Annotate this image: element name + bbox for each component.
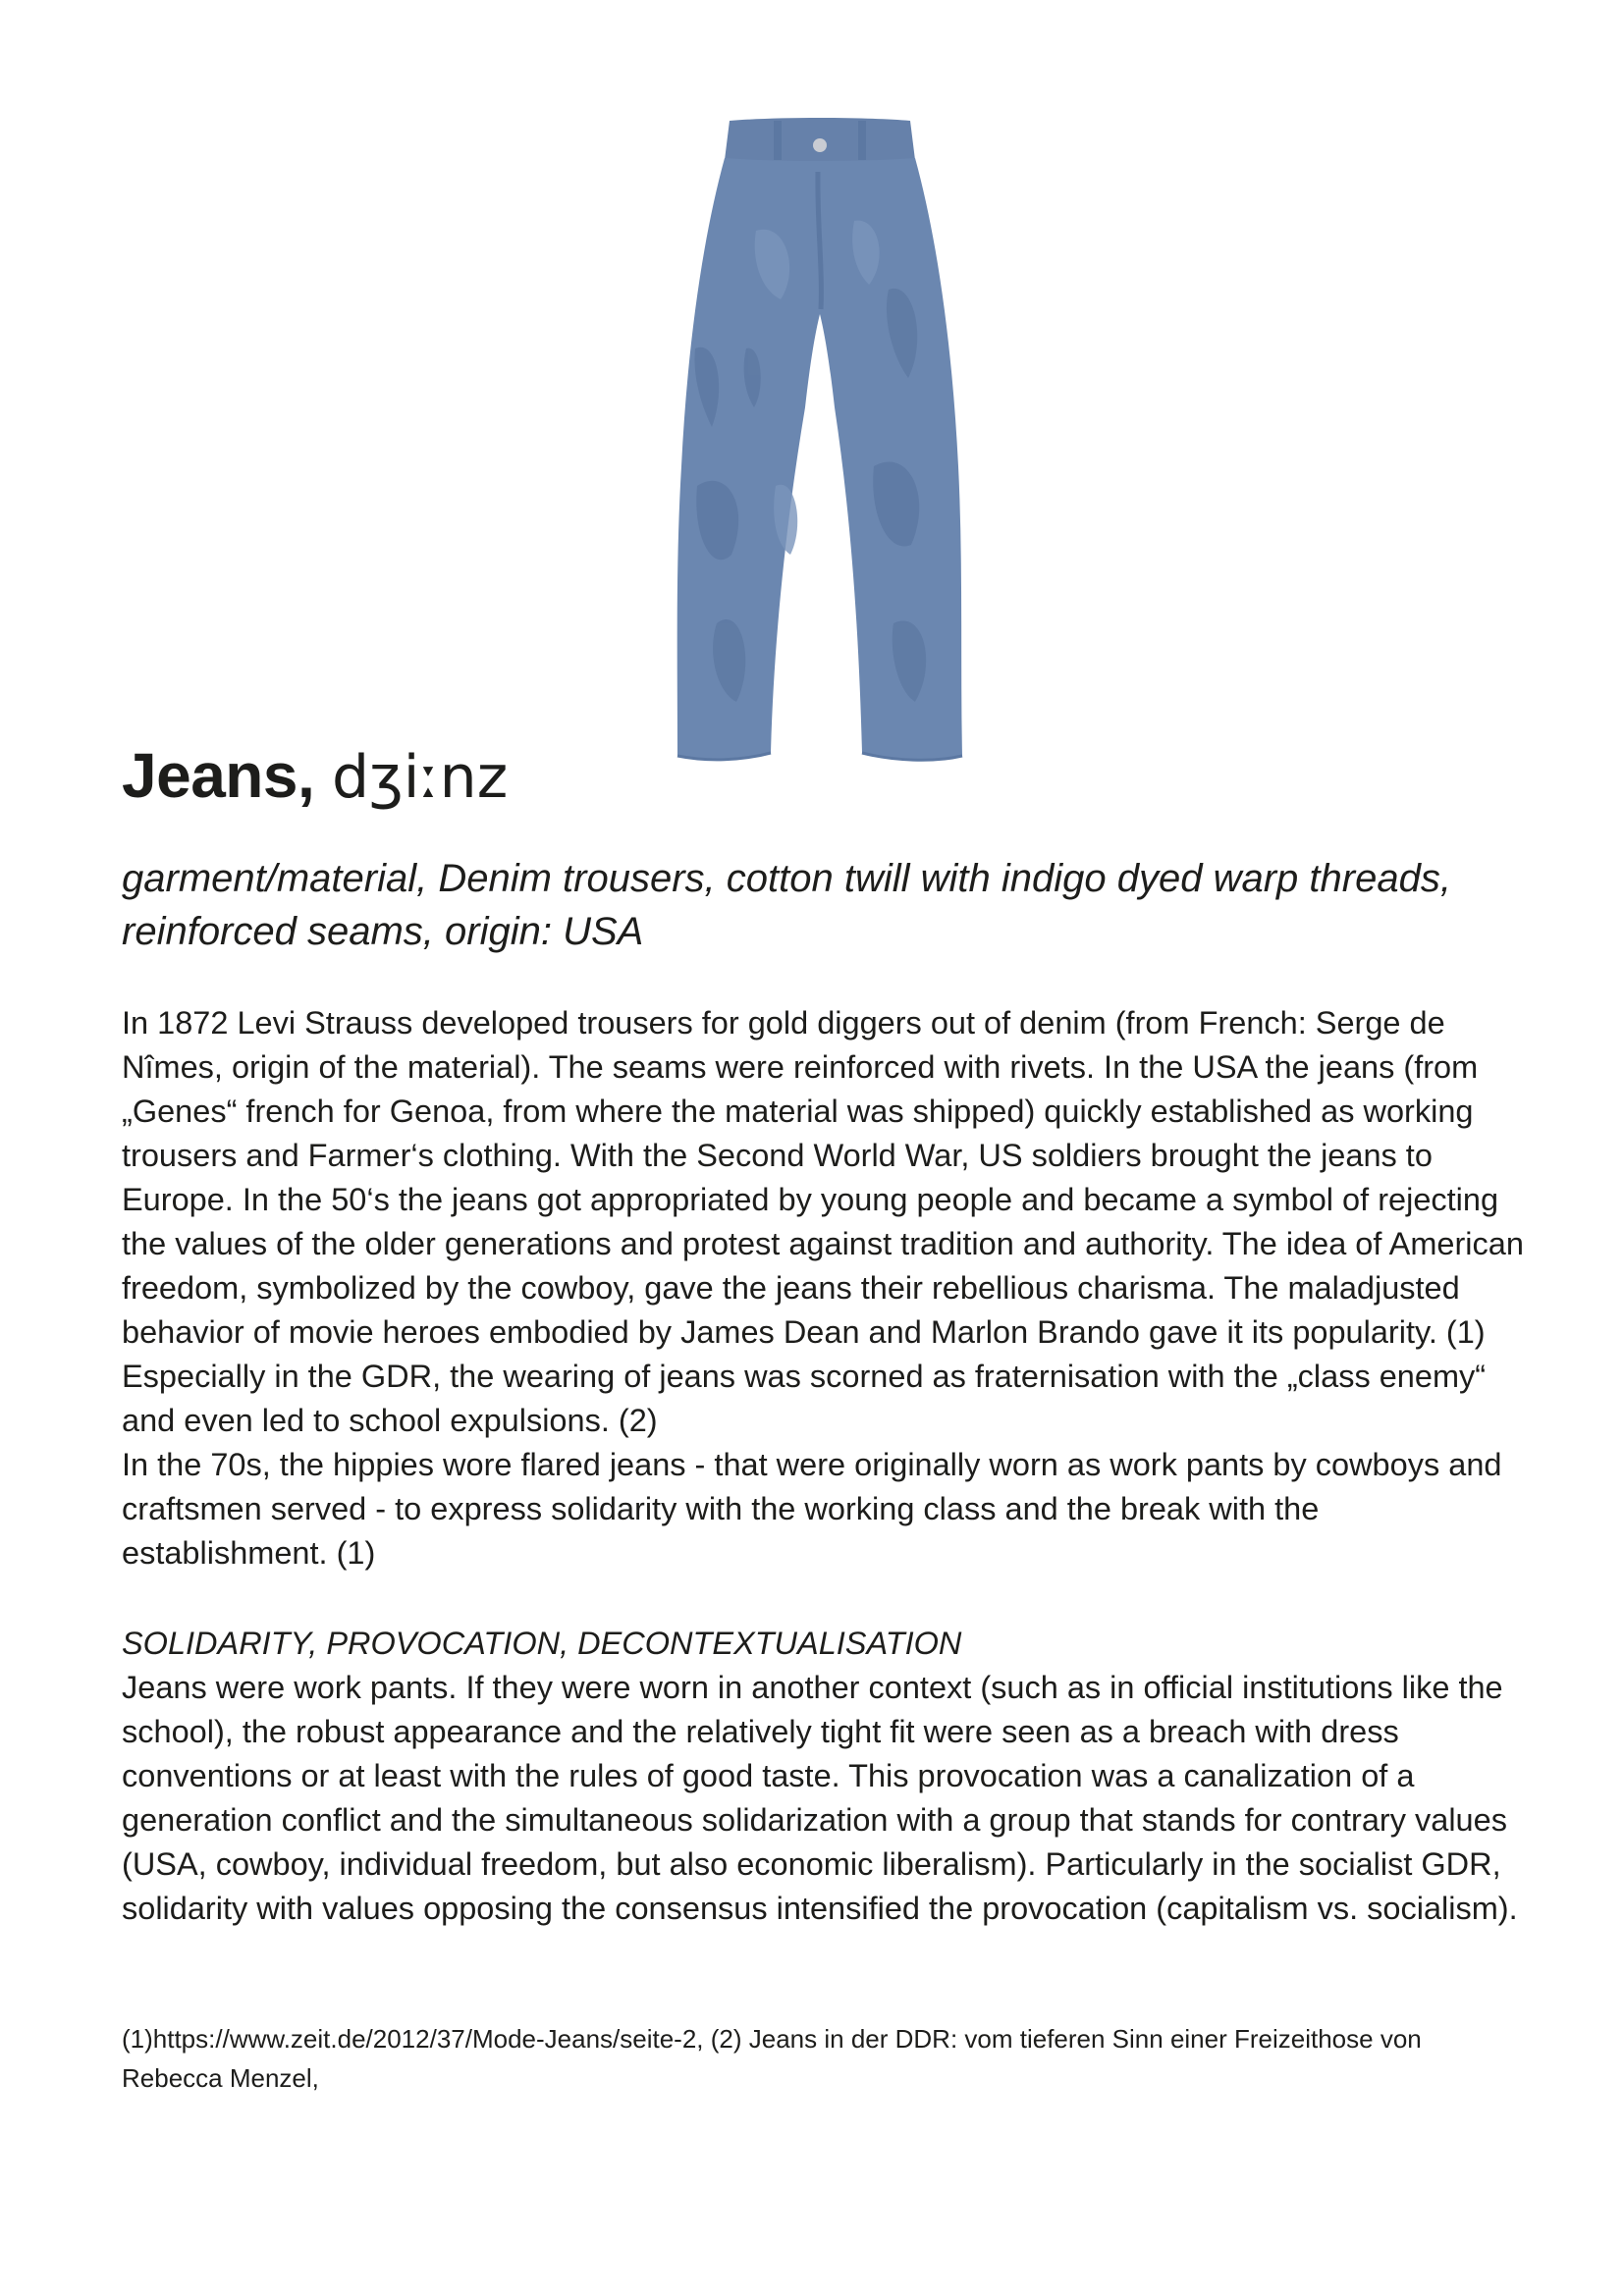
paragraph-70s: In the 70s, the hippies wore flared jeans - that were originally worn as work pants by cowboys and craftsmen served - to express solidarity with the working class and the break with the establishment. (1) bbox=[122, 1447, 1502, 1571]
section-heading: SOLIDARITY, PROVOCATION, DECONTEXTUALISATION bbox=[122, 1626, 962, 1661]
button-icon bbox=[813, 138, 827, 152]
jeans-illustration bbox=[658, 113, 982, 766]
belt-loop bbox=[858, 121, 866, 160]
section-text: Jeans were work pants. If they were worn in another context (such as in official institutions like the school), the robust appearance and the relatively tight fit were seen as a breach with dress conventions or at least with the rules of good taste. This provocation was a canalization of a generation conflict and the simultaneous solidarization with a group that stands for contrary values (USA, cowboy, individual freedom, but also economic liberalism). Particularly in the socialist GDR, solidarity with values opposing the consensus intensified the provocation (capitalism vs. socialism). bbox=[122, 1670, 1518, 1926]
headword: Jeans, bbox=[122, 740, 315, 811]
pronunciation: dʒiːnz bbox=[332, 743, 509, 812]
analysis-section bbox=[122, 1622, 1526, 1931]
belt-loop bbox=[774, 121, 782, 160]
definition: garment/material, Denim trousers, cotton twill with indigo dyed warp threads, reinforced seams, origin: USA bbox=[122, 857, 1451, 953]
entry-title bbox=[122, 734, 508, 819]
paragraph-history: In 1872 Levi Strauss developed trousers for gold diggers out of denim (from French: Serge de Nîmes, origin of the material). The seams were reinforced with rivets. In the USA the jeans (from „Genes“ french for Genoa, from where the material was shipped) quickly established as working trousers and Farmer‘s clothing. With the Second World War, US soldiers brought the jeans to Europe. In the 50‘s the jeans got appropriated by young people and became a symbol of rejecting the values of the older generations and protest against tradition and authority. The idea of American freedom, symbolized by the cowboy, gave the jeans their rebellious charisma. The maladjusted behavior of movie heroes embodied by James Dean and Marlon Brando gave it its popularity. (1) Especially in the GDR, the wearing of jeans was scorned as fraternisation with the „class enemy“ and even led to school expulsions. (2) bbox=[122, 1005, 1524, 1438]
body-text bbox=[122, 1001, 1526, 1575]
footnotes: (1)https://www.zeit.de/2012/37/Mode-Jeans/seite-2, (2) Jeans in der DDR: vom tieferen Sinn einer Freizeithose von Rebecca Menzel, bbox=[122, 2024, 1422, 2093]
